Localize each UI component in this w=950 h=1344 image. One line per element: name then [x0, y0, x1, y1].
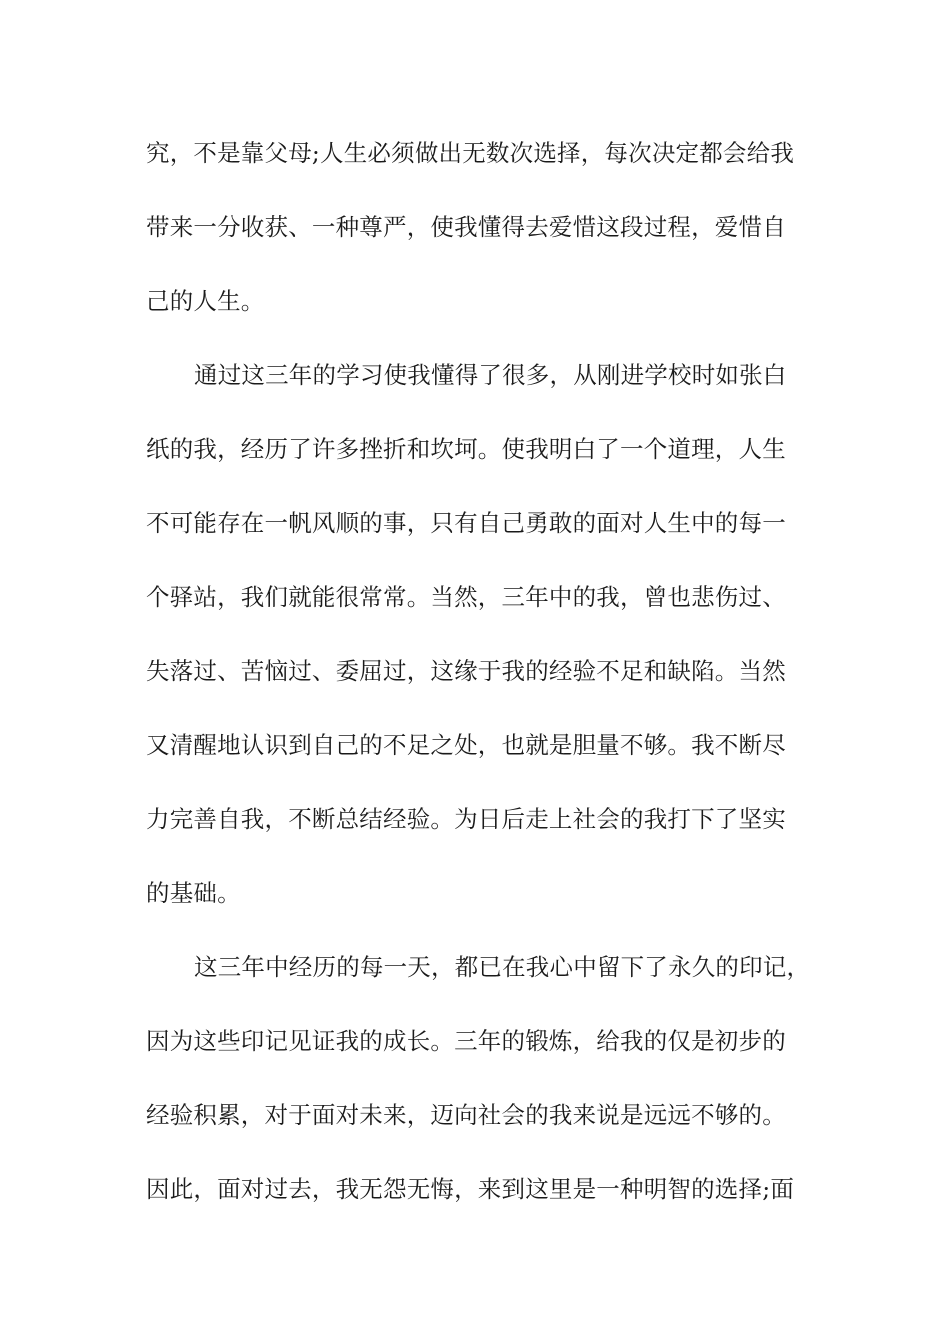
text-line: 究，不是靠父母;人生必须做出无数次选择，每次决定都会给我	[146, 139, 795, 167]
text-line: 个驿站，我们就能很常常。当然，三年中的我，曾也悲伤过、	[146, 583, 786, 611]
paragraph-first-line: 通过这三年的学习使我懂得了很多，从刚进学校时如张白	[194, 361, 787, 389]
text-line: 因为这些印记见证我的成长。三年的锻炼，给我的仅是初步的	[146, 1027, 786, 1055]
paragraph-first-line: 这三年中经历的每一天，都已在我心中留下了永久的印记，	[194, 953, 811, 981]
text-line: 又清醒地认识到自己的不足之处，也就是胆量不够。我不断尽	[146, 731, 786, 759]
text-line: 带来一分收获、一种尊严，使我懂得去爱惜这段过程，爱惜自	[146, 213, 786, 241]
text-line: 己的人生。	[146, 287, 265, 315]
text-line: 力完善自我，不断总结经验。为日后走上社会的我打下了坚实	[146, 805, 786, 833]
text-line: 不可能存在一帆风顺的事，只有自己勇敢的面对人生中的每一	[146, 509, 786, 537]
text-line: 纸的我，经历了许多挫折和坎坷。使我明白了一个道理，人生	[146, 435, 786, 463]
text-line: 因此，面对过去，我无怨无悔，来到这里是一种明智的选择;面	[146, 1175, 795, 1203]
text-line: 的基础。	[146, 879, 241, 907]
text-line: 失落过、苦恼过、委屈过，这缘于我的经验不足和缺陷。当然	[146, 657, 786, 685]
text-line: 经验积累，对于面对未来，迈向社会的我来说是远远不够的。	[146, 1101, 786, 1129]
